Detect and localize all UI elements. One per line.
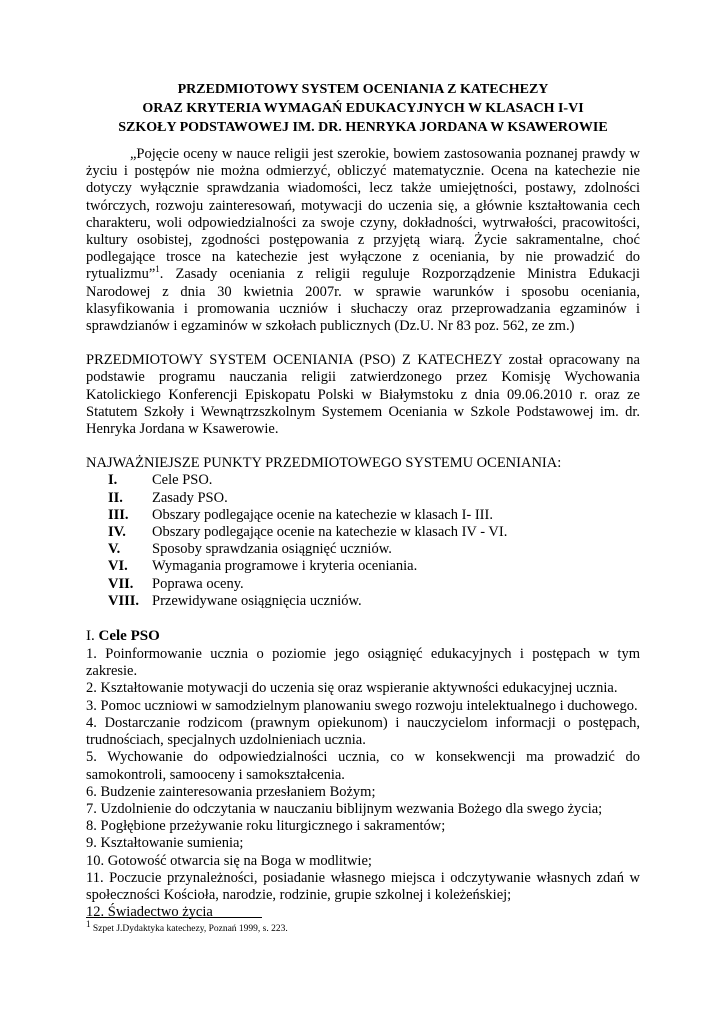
toc-text: Poprawa oceny. (152, 575, 244, 592)
footnote-text: Szpet J.Dydaktyka katechezy, Poznań 1999, s. 223. (90, 924, 288, 934)
toc-text: Cele PSO. (152, 472, 213, 489)
toc-heading: NAJWAŻNIEJSZE PUNKTY PRZEDMIOTOWEGO SYSTEMU OCENIANIA: (86, 455, 562, 472)
intro-paragraph (86, 146, 640, 335)
toc-item (86, 472, 640, 489)
toc-item (86, 507, 640, 524)
toc-text: Sposoby sprawdzania osiągnięć uczniów. (152, 541, 392, 558)
goal-item: 12. Świadectwo życia (86, 904, 213, 921)
goal-item: 9. Kształtowanie sumienia; (86, 835, 244, 852)
toc-text: Zasady PSO. (152, 489, 228, 506)
toc-item (86, 541, 640, 558)
goal-item: 6. Budzenie zainteresowania przesłaniem Bożym; (86, 783, 376, 800)
toc-list (86, 472, 640, 610)
goal-item: 4. Dostarczanie rodzicom (prawnym opiekunom) i nauczycielom informacji o postępach, trudnościach, specjalnych uzdolnieniach ucznia. (86, 714, 640, 749)
footnote-separator (86, 917, 262, 918)
toc-num: VII. (108, 575, 134, 592)
toc-text: Obszary podlegające ocenie na katechezie w klasach IV - VI. (152, 524, 508, 541)
toc-num: V. (108, 541, 121, 558)
intro-quote: „Pojęcie oceny w nauce religii jest szerokie, bowiem zastosowania poznanej prawdy w życiu i postępów nie można odmierzyć, obliczyć matematycznie. Ocena na katechezie nie dotyczy wyłącznie sprawdzania wiadomości, lecz także umiejętności, postawy, zdolności twórczych, rozwoju zainteresowań, motywacji do uczenia się, a głównie kształtowania cech charakteru, woli odpowiedzialności za swoje czyny, dokładności, wytrwałości, pracowitości, kultury osobistej, zgodności postępowania z przyjętą wiarą. Życie sakramentalne, choć podlegające trosce na katechezie jest wyłączone z oceniania, by nie prowadzić do rytualizmu” (86, 146, 640, 283)
toc-num: VI. (108, 558, 128, 575)
goal-item: 2. Kształtowanie motywacji do uczenia się oraz wspieranie aktywności edukacyjnej ucznia. (86, 680, 618, 697)
title-line-3: SZKOŁY PODSTAWOWEJ IM. DR. HENRYKA JORDANA W KSAWEROWIE (118, 120, 608, 135)
toc-num: IV. (108, 524, 126, 541)
footnote (86, 918, 288, 935)
toc-num: VIII. (108, 592, 140, 609)
section-prefix: I. (86, 628, 95, 645)
toc-text: Przewidywane osiągnięcia uczniów. (152, 592, 362, 609)
toc-text: Obszary podlegające ocenie na katechezie w klasach I- III. (152, 506, 493, 523)
toc-num: III. (108, 506, 129, 523)
goal-item: 10. Gotowość otwarcia się na Boga w modlitwie; (86, 852, 372, 869)
intro-after: . Zasady oceniania z religii reguluje Rozporządzenie Ministra Edukacji Narodowej z dnia 30 kwietnia 2007r. w sprawie warunków i sposobu oceniania, klasyfikowania i promowania uczniów i słuchaczy oraz przeprowadzania egzaminów i sprawdzianów i egzaminów w szkołach publicznych (Dz.U. Nr 83 poz. 562, ze zm.) (86, 266, 640, 335)
goal-item: 3. Pomoc uczniowi w samodzielnym planowaniu swego rozwoju intelektualnego i duchowego. (86, 697, 638, 714)
toc-num: I. (108, 472, 118, 489)
section-1-heading (86, 627, 640, 646)
title-line-1: PRZEDMIOTOWY SYSTEM OCENIANIA Z KATECHEZY (177, 82, 549, 97)
pso-paragraph: PRZEDMIOTOWY SYSTEM OCENIANIA (PSO) Z KATECHEZY został opracowany na podstawie programu nauczania religii zatwierdzonego przez Komisję Wychowania Katolickiego Konferencji Episkopatu Polski w Białymstoku z dnia 09.06.2010 r. oraz ze Statutem Szkoły i Wewnątrzszkolnym Systemem Oceniania w Szkole Podstawowej im. dr. Henryka Jordana w Ksawerowie. (86, 352, 640, 438)
goal-item: 5. Wychowanie do odpowiedzialności ucznia, co w konsekwencji ma prowadzić do samokontroli, samooceny i samokształcenia. (86, 749, 640, 783)
toc-item (86, 558, 640, 575)
goal-item: 11. Poczucie przynależności, posiadanie własnego miejsca i odczytywanie własnych zdań w społeczności Kościoła, narodzie, rodzinie, grupie szkolnej i koleżeńskiej; (86, 869, 640, 903)
goal-item: 7. Uzdolnienie do odczytania w nauczaniu biblijnym wezwania Bożego dla swego życia; (86, 800, 603, 817)
toc-item (86, 576, 640, 593)
document-title (86, 80, 640, 137)
toc-num: II. (108, 489, 123, 506)
footnote-number: 1 (86, 918, 91, 929)
toc-item (86, 490, 640, 507)
title-line-2: ORAZ KRYTERIA WYMAGAŃ EDUKACYJNYCH W KLASACH I-VI (142, 101, 584, 116)
section-title: Cele PSO (98, 628, 160, 645)
toc-text: Wymagania programowe i kryteria oceniania. (152, 558, 418, 575)
goal-item: 1. Poinformowanie ucznia o poziomie jego osiągnięć edukacyjnych i postępach w tym zakresie. (86, 646, 640, 680)
document-page (86, 80, 640, 921)
toc-item (86, 524, 640, 541)
footnote-ref: 1 (155, 264, 160, 275)
toc-item (86, 593, 640, 610)
goal-item: 8. Pogłębione przeżywanie roku liturgicznego i sakramentów; (86, 818, 446, 835)
